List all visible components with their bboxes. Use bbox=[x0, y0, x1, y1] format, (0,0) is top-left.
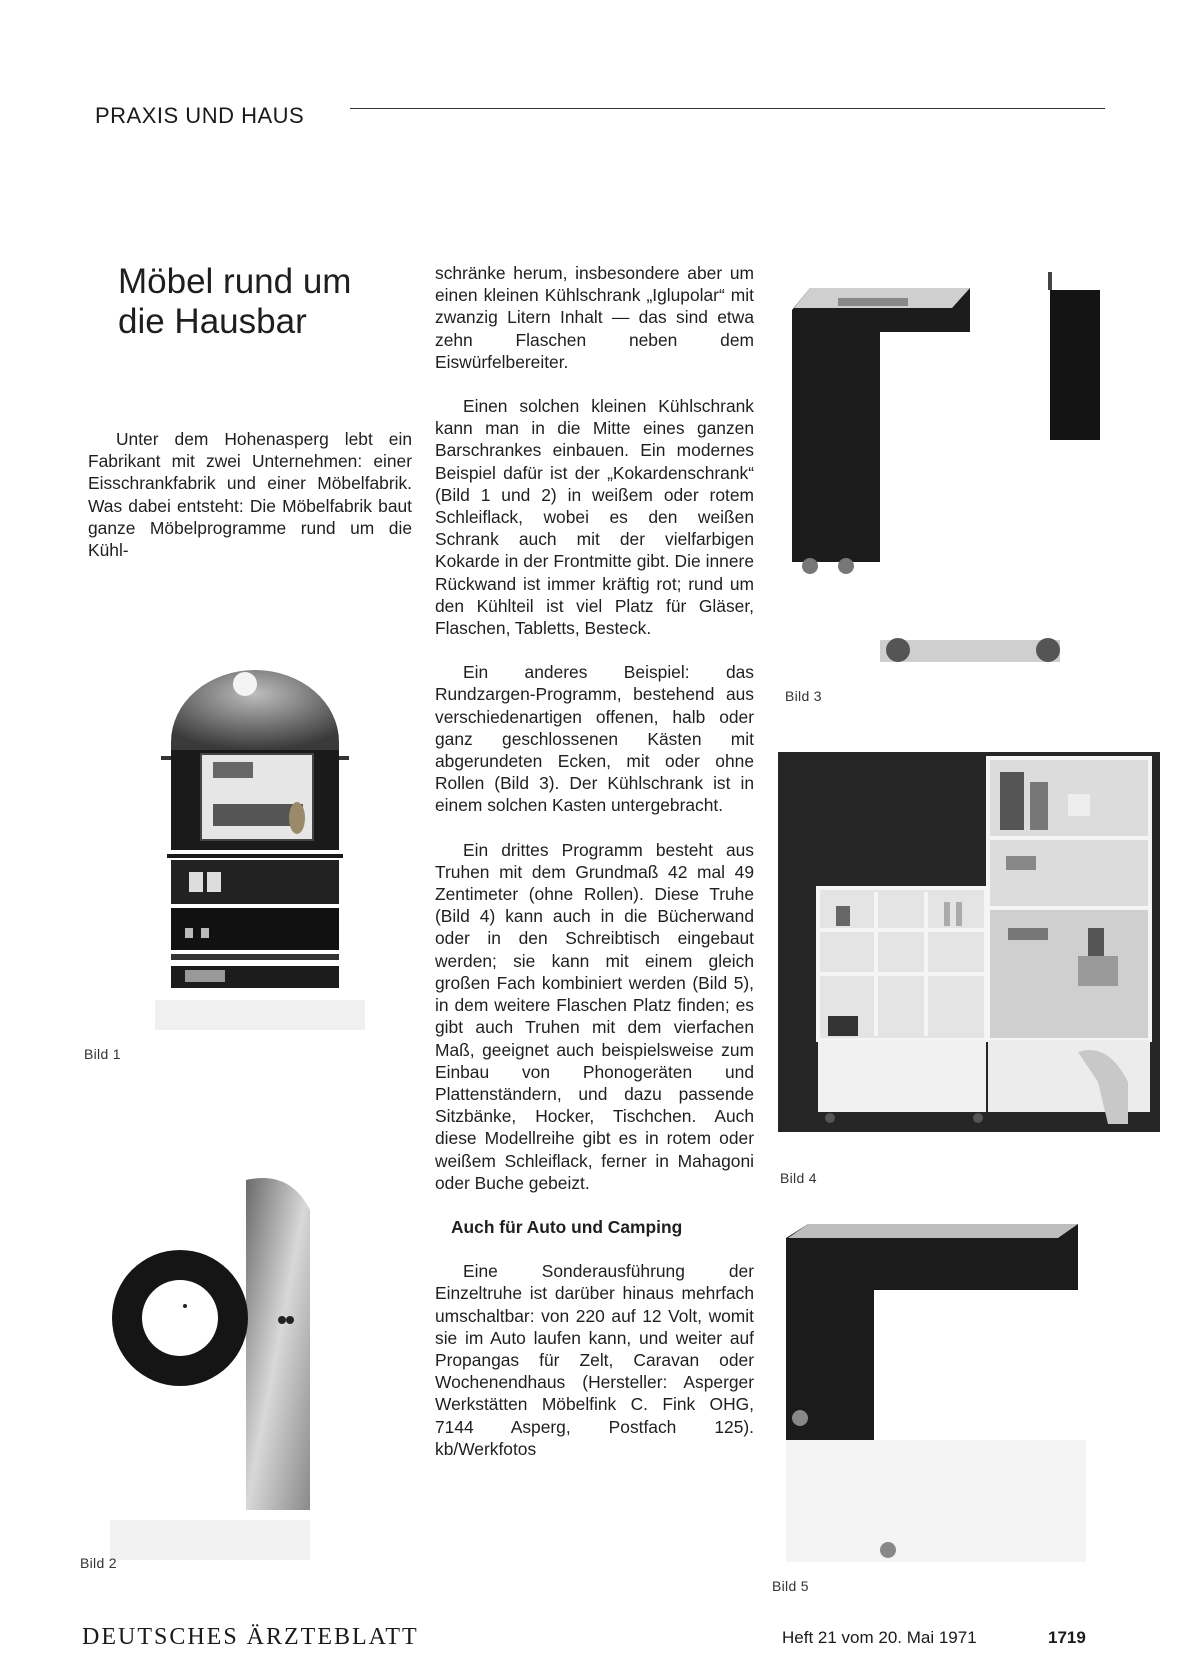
issue-info: Heft 21 vom 20. Mai 1971 bbox=[782, 1628, 977, 1647]
column-1 bbox=[88, 428, 412, 583]
photo-bild-3 bbox=[780, 262, 1100, 672]
caption-bild-1: Bild 1 bbox=[84, 1046, 121, 1062]
photo-bild-4 bbox=[778, 752, 1160, 1132]
photo-bild-5 bbox=[778, 1220, 1098, 1580]
photo-bild-2 bbox=[110, 1170, 380, 1570]
subheading: Auch für Auto und Camping bbox=[451, 1216, 683, 1237]
caption-bild-3: Bild 3 bbox=[785, 688, 822, 704]
column-2 bbox=[435, 262, 754, 1482]
paragraph-intro: Unter dem Hohenasperg lebt ein Fabrikant mit zwei Unternehmen: einer Eisschrankfabrik und einer Möbelfabrik. Was dabei entsteht: Die Möbelfabrik baut ganze Möbelprogramme rund um die Kühl- bbox=[88, 429, 412, 561]
paragraph-truhen: Ein drittes Programm besteht aus Truhen mit dem Grundmaß 42 mal 49 Zentimeter (ohne Rollen). Diese Truhe (Bild 4) kann auch in die Bücherwand oder in den Schreibtisch eingebaut werden; sie kann mit einem gleich großen Fach kombiniert werden (Bild 5), in dem weitere Flaschen Platz finden; es gibt auch Truhen mit dem vierfachen Maß, geeignet auch beispielsweise zum Einbau von Phonogeräten und Plattenständern, und dazu passende Sitzbänke, Hocker, Tischchen. Auch diese Modellreihe gibt es in rotem oder weißem Schleiflack, ferner in Mahagoni oder Buche gebeizt. bbox=[435, 839, 754, 1193]
page-number: 1719 bbox=[1048, 1628, 1086, 1647]
section-label: PRAXIS UND HAUS bbox=[95, 103, 305, 128]
caption-bild-5: Bild 5 bbox=[772, 1578, 809, 1594]
paragraph-kokardenschrank: Einen solchen kleinen Kühlschrank kann man in die Mitte eines ganzen Barschrankes einbauen. Ein modernes Beispiel dafür ist der „Kokardenschrank“ (Bild 1 und 2) in weißem oder rotem Schleiflack, wobei es den weißen Schrank auch mit der vielfarbigen Kokarde in der Frontmitte gibt. Die innere Rückwand ist immer kräftig rot; rund um den Kühlteil ist viel Platz für Gläser, Flaschen, Tabletts, Besteck. bbox=[435, 396, 754, 639]
paragraph-continued: schränke herum, insbesondere aber um einen kleinen Kühlschrank „Iglupolar“ mit zwanzig Litern Inhalt — das sind etwa zehn Flaschen neben dem Eiswürfelbereiter. bbox=[435, 263, 754, 372]
paragraph-camping: Eine Sonderausführung der Einzeltruhe ist darüber hinaus mehrfach umschaltbar: von 220 auf 12 Volt, womit sie im Auto laufen kann, und weiter auf Propangas für Zelt, Caravan oder Wochenendhaus (Hersteller: Asperger Werkstätten Möbelfink C. Fink OHG, 7144 Asperg, Postfach 125). kb/Werkfotos bbox=[435, 1261, 754, 1459]
paragraph-rundzargen: Ein anderes Beispiel: das Rundzargen-Programm, bestehend aus verschiedenartigen offenen, halb oder ganz geschlossenen Kästen mit abgerundeten Ecken, mit oder ohne Rollen (Bild 3). Der Kühlschrank ist in einem solchen Kasten untergebracht. bbox=[435, 662, 754, 816]
photo-bild-1 bbox=[155, 670, 365, 1030]
caption-bild-4: Bild 4 bbox=[780, 1170, 817, 1186]
article-title: Möbel rund um die Hausbar bbox=[118, 262, 352, 341]
header-rule bbox=[350, 108, 1105, 109]
journal-title: DEUTSCHES ÄRZTEBLATT bbox=[82, 1624, 419, 1650]
caption-bild-2: Bild 2 bbox=[80, 1555, 117, 1571]
